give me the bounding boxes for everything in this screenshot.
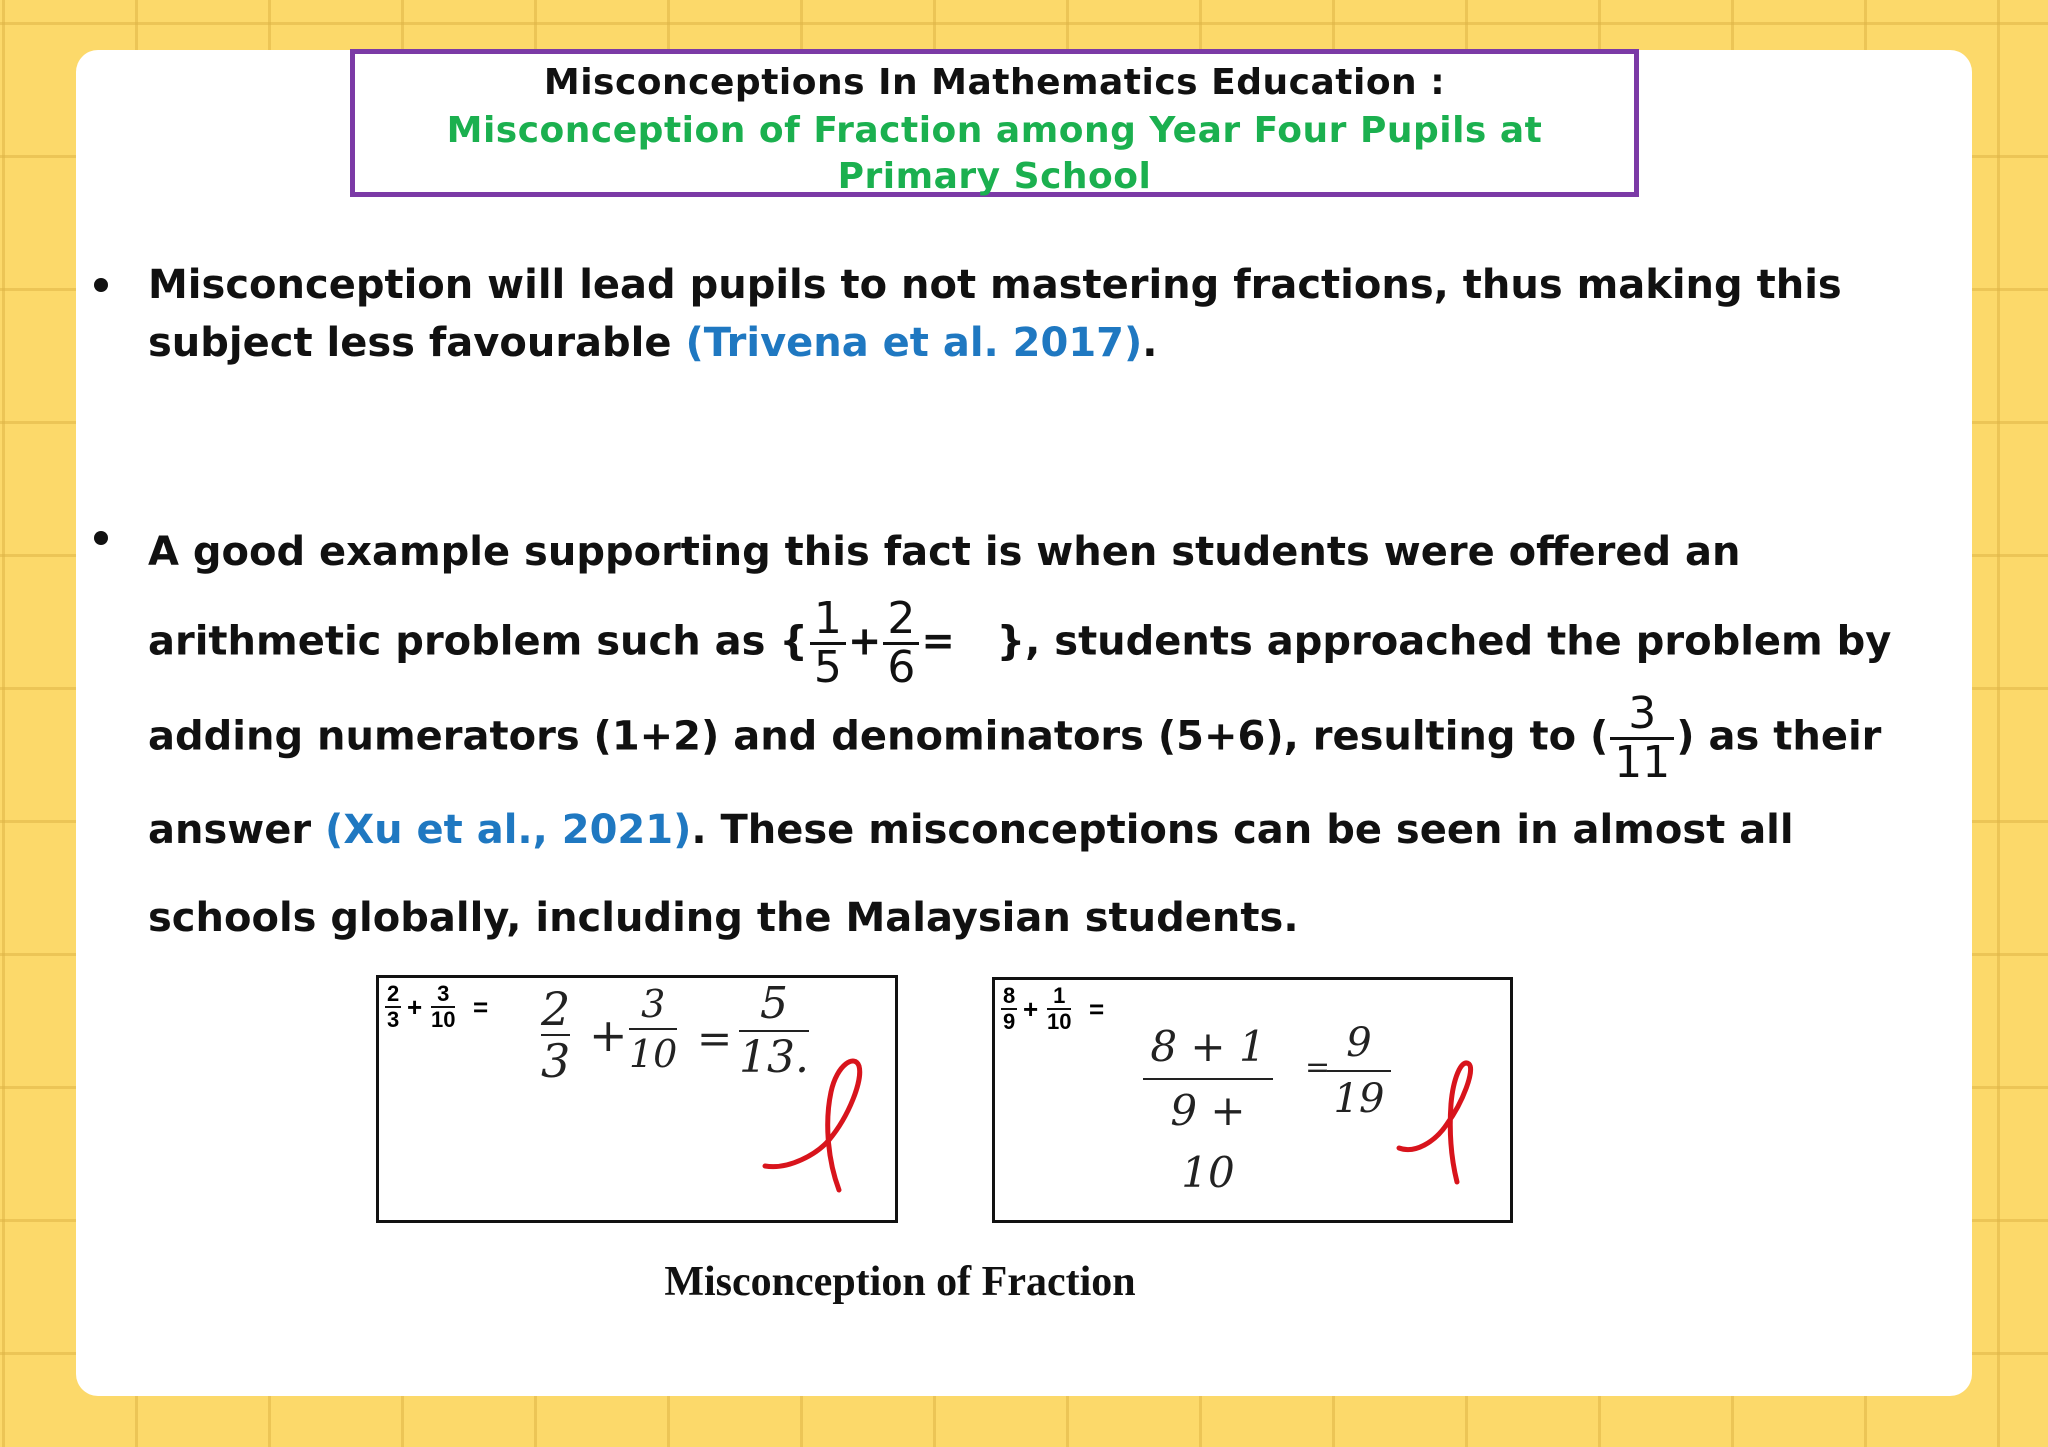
printed-plus: + (1023, 994, 1039, 1024)
bullet-dot (94, 531, 108, 545)
bullet-dot (94, 278, 108, 292)
handwritten-answer: 5 13. (739, 978, 809, 1083)
bullet-paragraph-1 (148, 256, 1928, 372)
handwritten-equals: = (1305, 1050, 1331, 1085)
student-work-example-2 (992, 977, 1513, 1223)
brace-open: { (779, 618, 808, 665)
bullet-paragraph-2 (148, 508, 1928, 962)
handwritten-fraction-b: 3 10 (629, 982, 678, 1076)
bullet-1-text: Misconception will lead pupils to not mastering fractions, thus making this subject less favourable (148, 262, 1842, 366)
slide-subtitle: Misconception of Fraction among Year Four Pupils at Primary School (446, 110, 1543, 197)
bullet-1-end: . (1142, 320, 1158, 366)
citation-trivena: (Trivena et al. 2017) (685, 320, 1143, 366)
slide-title: Misconceptions In Mathematics Education : (543, 62, 1446, 103)
equals-sign: = (921, 618, 955, 665)
printed-fraction-b: $\frac{3}{10}$ (431, 981, 456, 1032)
bullet-2-text-b: }, students approached the problem by adding numerators (1+2) and denominators (5+6), resulting to ( (148, 618, 1892, 760)
student-work-example-1 (376, 975, 898, 1223)
plus-sign: + (847, 618, 882, 665)
figure-caption: Misconception of Fraction (664, 1259, 1136, 1305)
printed-fraction-a: $\frac{8}{9}$ (1003, 983, 1016, 1034)
printed-fraction-b: $\frac{1}{10}$ (1047, 983, 1072, 1034)
handwritten-sum-fraction: 8 + 1 9 + 10 (1143, 1016, 1273, 1204)
printed-equals: = (1089, 994, 1105, 1024)
handwritten-answer: 9 19 (1327, 1016, 1391, 1126)
citation-xu: (Xu et al., 2021) (325, 807, 692, 853)
red-check-mark-icon (1395, 1060, 1505, 1190)
bullet-2-text-d: . These misconceptions can be seen in almost all schools globally, including the Malaysian students. (148, 807, 1794, 941)
red-check-mark-icon (759, 1058, 889, 1198)
bullet-2-text-a: A good example supporting this fact is when students were offered an arithmetic problem such as (148, 529, 1741, 665)
fraction-two-sixths: $\frac{2}{6}$ (883, 596, 919, 691)
title-box (350, 49, 1639, 197)
fraction-three-elevenths: $\frac{3}{11}$ (1610, 691, 1674, 786)
printed-fraction-a: $\frac{2}{3}$ (387, 981, 400, 1032)
handwritten-fraction-a: 2 3 (541, 982, 571, 1088)
printed-equals: = (473, 992, 489, 1022)
printed-plus: + (407, 992, 423, 1022)
handwritten-equals: = (697, 1014, 733, 1063)
handwritten-plus: + (589, 1008, 628, 1062)
bullet-2-text-c: ) as their answer (148, 713, 1882, 853)
fraction-one-fifth: $\frac{1}{5}$ (810, 596, 846, 691)
